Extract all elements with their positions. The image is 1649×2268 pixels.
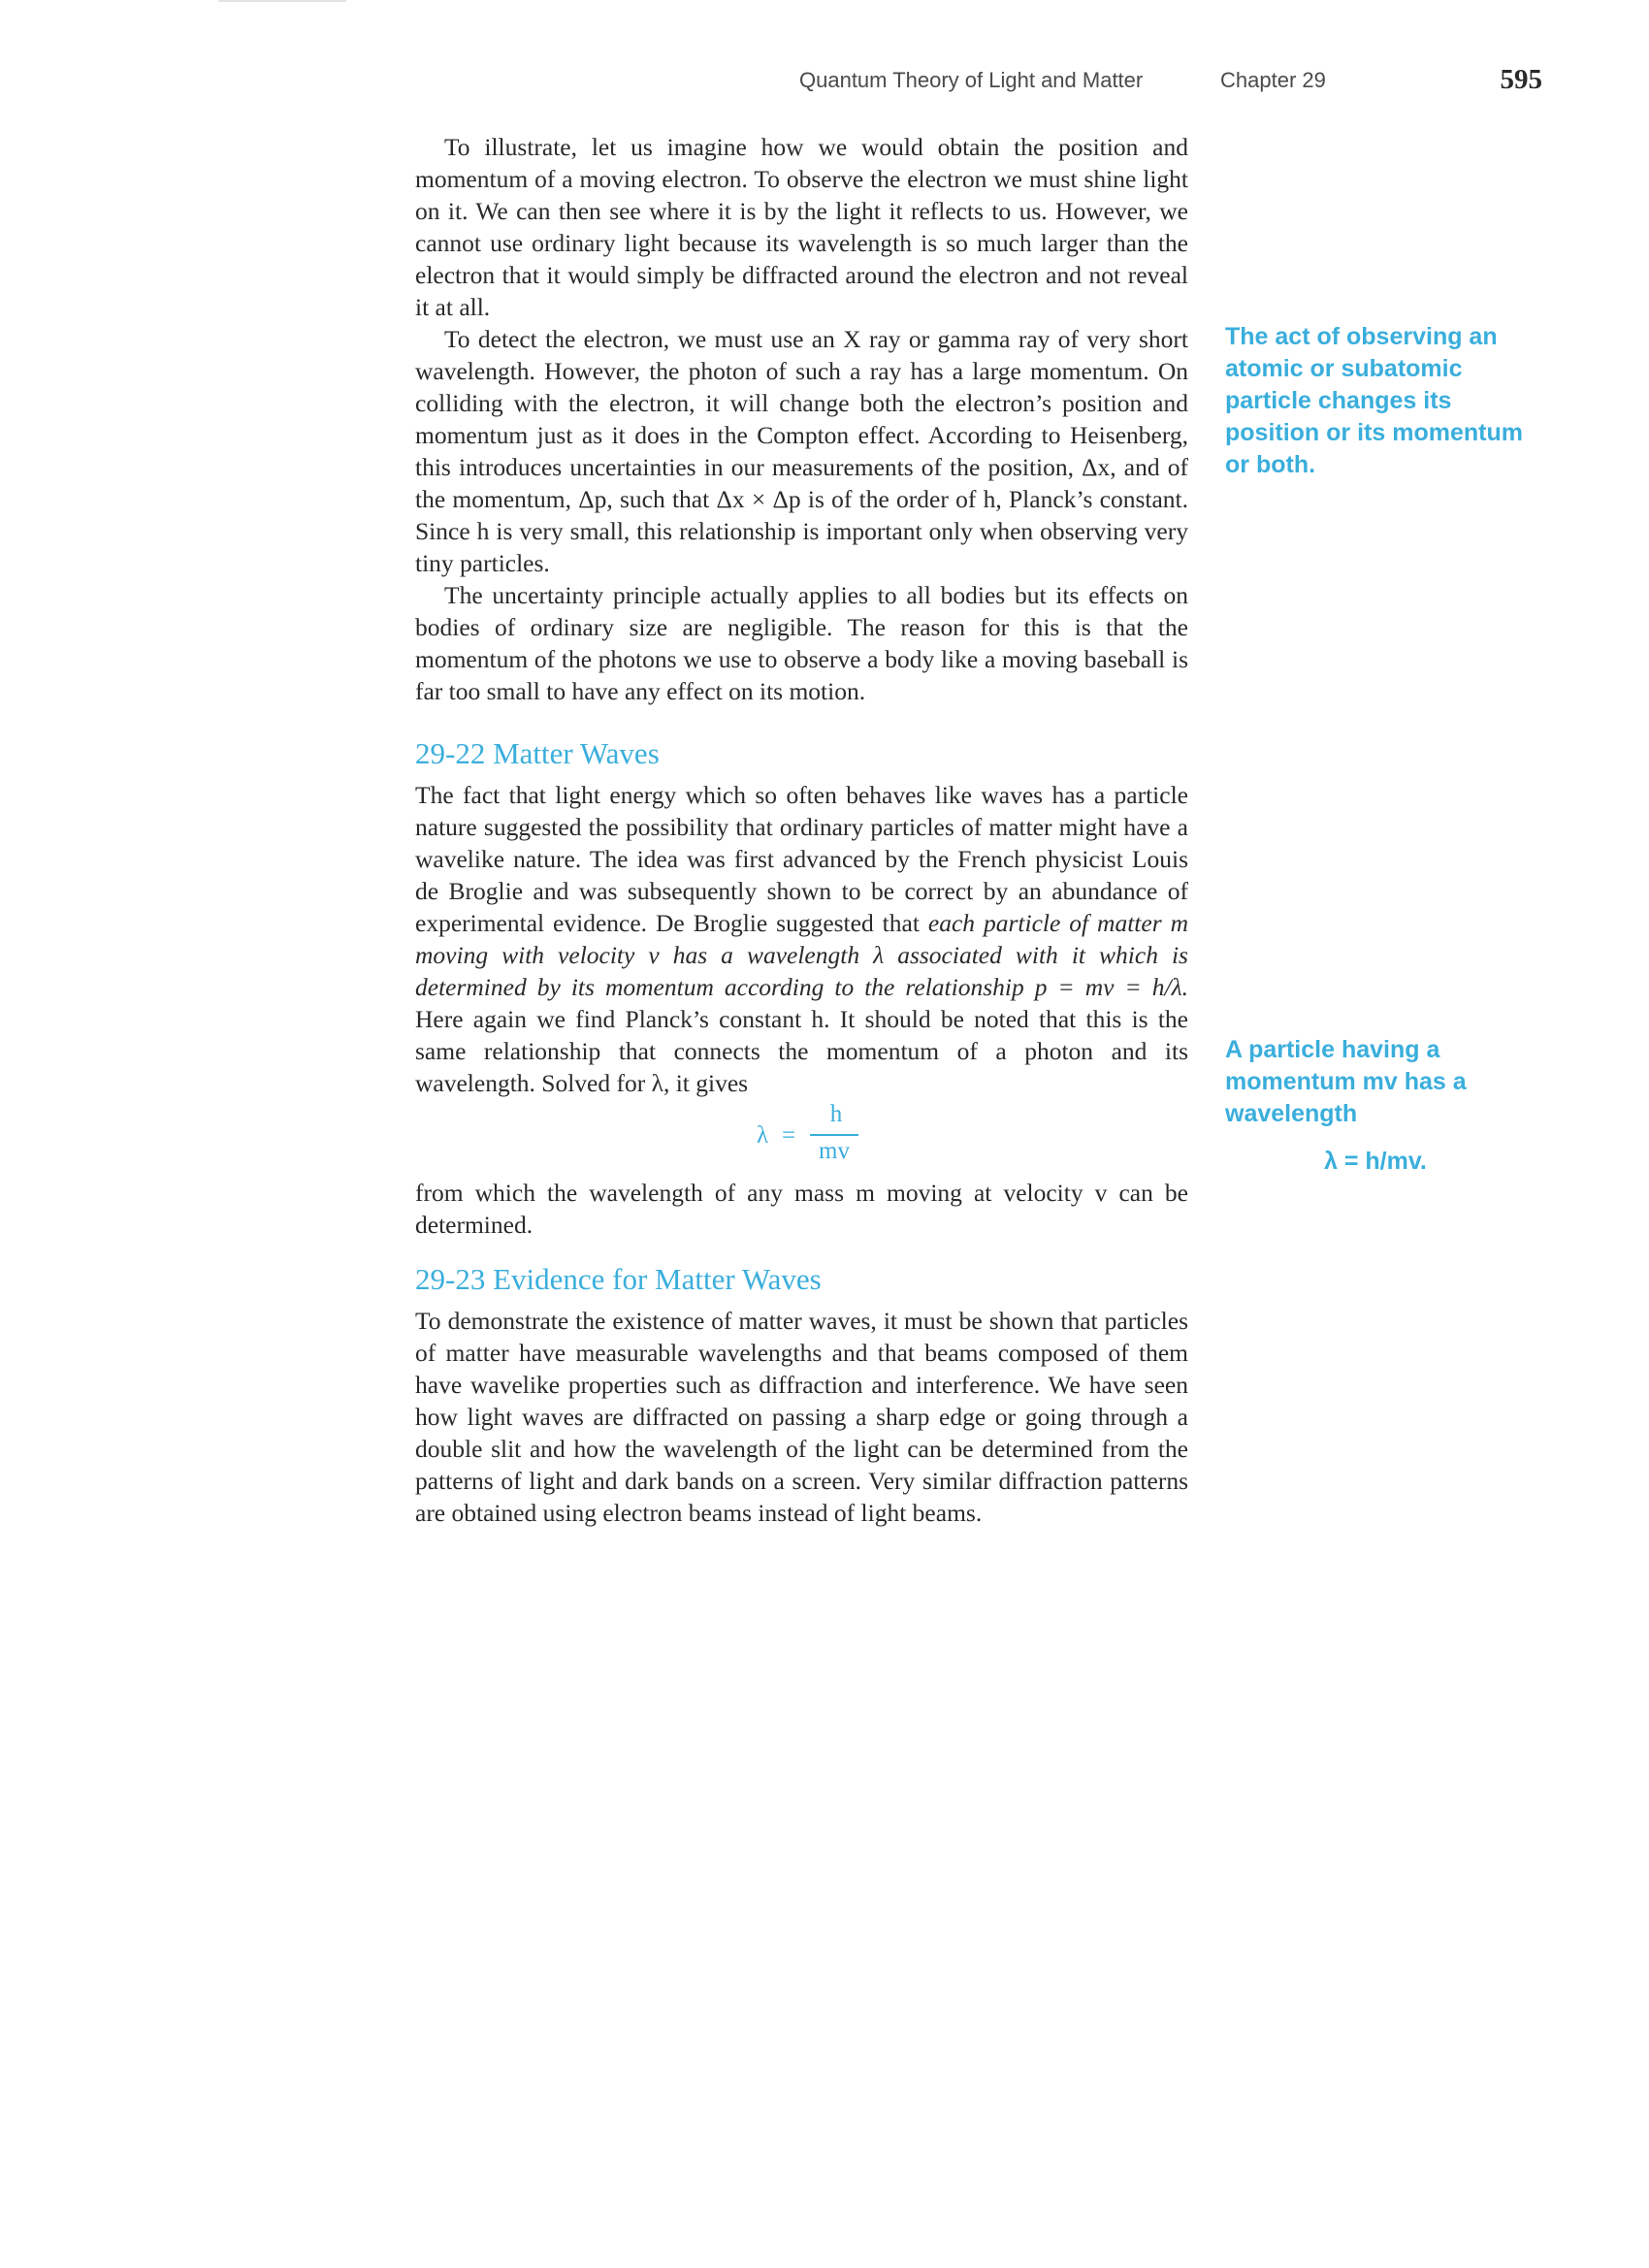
paragraph-matter-waves-part-b: Here again we find Planck’s constant h. It should be noted that this is the same relationship that connects the momentum of a photon and its wavelength. Solved for λ, it gives xyxy=(415,1005,1188,1097)
section-heading-evidence: 29-23 Evidence for Matter Waves xyxy=(415,1262,822,1296)
paragraph-uncertainty: The uncertainty principle actually applies to all bodies but its effects on bodies of ordinary size are negligible. The reason for this is that the momentum of the photons we use to observe a body like a moving baseball is far too small to have any effect on its motion. xyxy=(415,581,1188,705)
running-head xyxy=(795,64,1542,103)
top-edge-rule xyxy=(218,0,346,2)
margin-note-equation: λ = h/mv. xyxy=(1324,1148,1427,1175)
running-head-title: Quantum Theory of Light and Matter xyxy=(799,68,1144,92)
equation-fraction-bar xyxy=(810,1134,858,1136)
paragraph-after-equation: from which the wavelength of any mass m moving at velocity v can be determined. xyxy=(415,1179,1188,1239)
paragraph-matter-waves-part-a: The fact that light energy which so often behaves like waves has a particle nature suggested the possibility that ordinary particles of matter might have a wavelike nature. The idea was first advanced by the French physicist Louis de Broglie and was subsequently shown to be correct by an abundance of experimental evidence. De Broglie suggested that xyxy=(415,781,1188,937)
running-head-chapter: Chapter 29 xyxy=(1220,68,1326,92)
page-number: 595 xyxy=(1500,64,1542,95)
paragraph-matter-waves-italic: each particle of matter m moving with velocity v has a wavelength λ associated with it which is determined by its momentum according to the relationship p = mv = h/λ. xyxy=(415,909,1188,1001)
margin-note-observing: The act of observing an atomic or subatomic particle changes its position or its momentum or both. xyxy=(1225,323,1523,478)
equation-lhs: λ xyxy=(757,1122,769,1149)
section-heading-matter-waves: 29-22 Matter Waves xyxy=(415,736,660,770)
equation-numerator: h xyxy=(829,1101,843,1127)
paragraph-evidence: To demonstrate the existence of matter waves, it must be shown that particles of matter have measurable wavelengths and that beams composed of them have wavelike properties such as diffraction and interference. We have seen how light waves are diffracted on passing a sharp edge or going through a double slit and how the wavelength of the light can be determined from the patterns of light and dark bands on a screen. Very similar diffraction patterns are obtained using electron beams instead of light beams. xyxy=(415,1307,1188,1527)
equation-equals: = xyxy=(782,1122,796,1149)
main-column xyxy=(415,131,1188,1529)
equation-denominator: mv xyxy=(819,1138,850,1164)
paragraph-detect-electron: To detect the electron, we must use an X ray or gamma ray of very short wavelength. However, the photon of such a ray has a large momentum. On colliding with the electron, it will change both the electron’s position and momentum just as it does in the Compton effect. According to Heisenberg, this introduces uncertainties in our measurements of the position, Δx, and of the momentum, Δp, such that Δx × Δp is of the order of h, Planck’s constant. Since h is very small, this relationship is important only when observing very tiny particles. xyxy=(415,325,1188,577)
margin-note-particle-wavelength: A particle having a momentum mv has a wavelength xyxy=(1225,1036,1467,1127)
equation-wavelength xyxy=(415,1101,1188,1169)
paragraph-illustrate: To illustrate, let us imagine how we would obtain the position and momentum of a moving electron. To observe the electron we must shine light on it. We can then see where it is by the light it reflects to us. However, we cannot use ordinary light because its wavelength is so much larger than the electron that it would simply be diffracted around the electron and not reveal it at all. xyxy=(415,133,1188,321)
paragraph-matter-waves xyxy=(415,779,1188,1099)
